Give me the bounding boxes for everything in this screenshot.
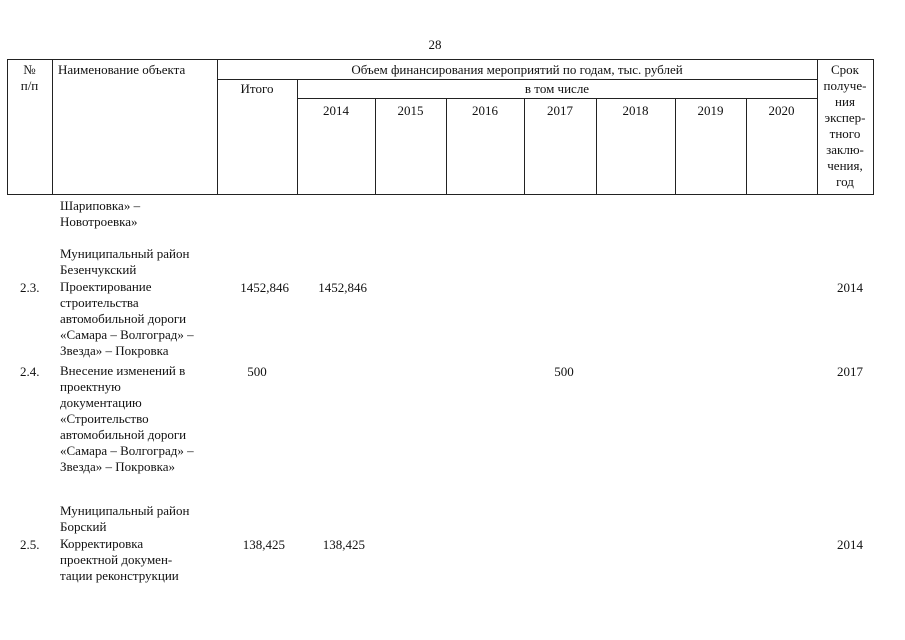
header-number-line: п/п — [20, 78, 39, 93]
district-name — [60, 503, 189, 535]
text-line: автомобильной дороги — [60, 427, 187, 442]
text-line: Безенчукский — [60, 262, 137, 277]
total-value: 1452,846 — [240, 280, 289, 295]
text-line: автомобильной дороги — [60, 311, 187, 326]
text-line: Проектирование — [60, 279, 152, 294]
header-year: 2015 — [397, 103, 424, 118]
total-value: 138,425 — [242, 537, 285, 552]
text-line: документацию — [60, 395, 142, 410]
header-year: 2014 — [323, 103, 349, 118]
header-number — [7, 62, 52, 94]
deadline-value: 2017 — [837, 364, 863, 379]
continuation-text — [60, 198, 140, 230]
district-name — [60, 246, 189, 278]
text-line: проектной докумен- — [60, 552, 173, 567]
object-name — [60, 279, 194, 359]
header-funding-volume: Объем финансирования мероприятий по годам, тыс. рублей — [351, 62, 683, 77]
header-year: 2017 — [547, 103, 573, 118]
text-line: строительства — [60, 295, 139, 310]
text-line: Борский — [60, 519, 107, 534]
object-name — [60, 363, 194, 475]
year-2017-value: 500 — [554, 364, 574, 379]
year-2014-value: 1452,846 — [318, 280, 367, 295]
header-object-name: Наименование объекта — [58, 62, 186, 77]
header-deadline — [817, 62, 873, 190]
text-line: «Строительство — [60, 411, 149, 426]
row-number: 2.4. — [20, 364, 40, 379]
text-line: Звезда» – Покровка — [60, 343, 169, 358]
object-name — [60, 536, 179, 584]
header-year: 2020 — [768, 103, 795, 118]
header-deadline-line: заклю- — [826, 142, 864, 157]
text-line: Новотроевка» — [60, 214, 138, 229]
row-number: 2.3. — [20, 280, 40, 295]
deadline-value: 2014 — [837, 537, 863, 552]
text-line: Корректировка — [60, 536, 144, 551]
header-deadline-line: чения, — [827, 158, 863, 173]
text-line: «Самара – Волгоград» – — [60, 327, 194, 342]
header-number-line: № — [23, 62, 36, 77]
text-line: «Самара – Волгоград» – — [60, 443, 194, 458]
header-year: 2018 — [622, 103, 649, 118]
text-line: проектную — [60, 379, 121, 394]
header-year: 2019 — [697, 103, 724, 118]
header-deadline-line: ния — [835, 94, 855, 109]
header-deadline-line: получе- — [823, 78, 867, 93]
header-including: в том числе — [524, 81, 590, 96]
text-line: Муниципальный район — [60, 246, 190, 261]
row-number: 2.5. — [20, 537, 40, 552]
header-deadline-line: год — [836, 174, 854, 189]
header-total: Итого — [240, 81, 274, 96]
text-line: тации реконструкции — [60, 568, 179, 583]
header-deadline-line: Срок — [831, 62, 859, 77]
text-line: Муниципальный район — [60, 503, 190, 518]
text-line: Внесение изменений в — [60, 363, 186, 378]
header-deadline-line: тного — [829, 126, 861, 141]
deadline-value: 2014 — [837, 280, 863, 295]
year-2014-value: 138,425 — [322, 537, 365, 552]
text-line: Звезда» – Покровка» — [60, 459, 176, 474]
header-year: 2016 — [472, 103, 498, 118]
header-deadline-line: экспер- — [824, 110, 866, 125]
text-line: Шариповка» – — [60, 198, 141, 213]
page-number: 28 — [428, 37, 442, 52]
total-value: 500 — [247, 364, 267, 379]
